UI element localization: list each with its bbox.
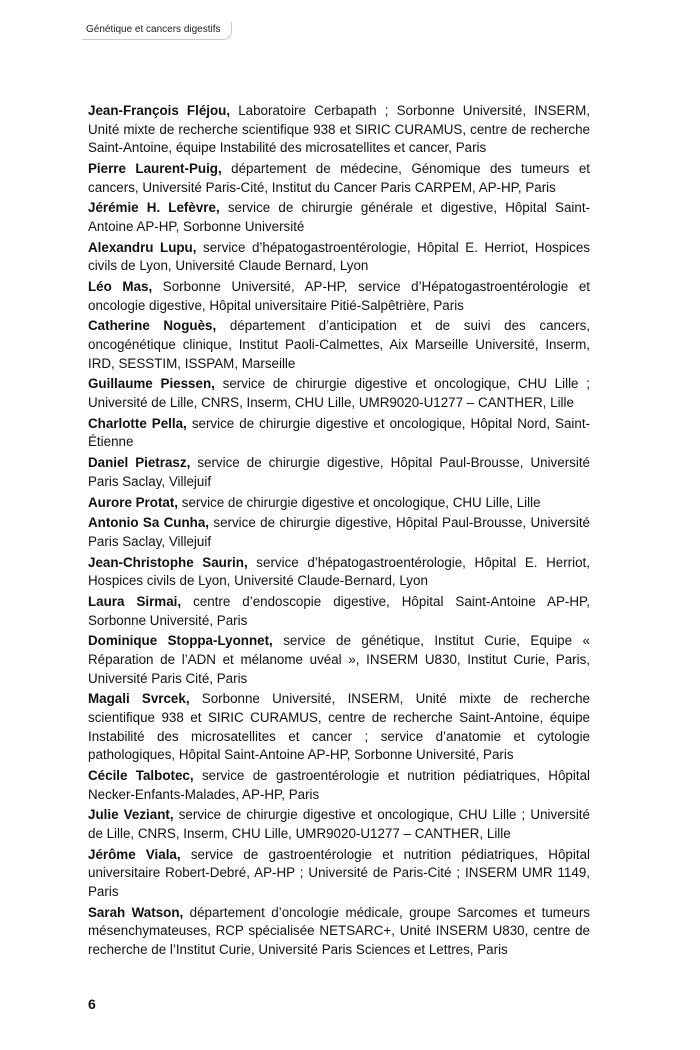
running-head: Génétique et cancers digestifs <box>82 22 232 40</box>
contributor-name: Guillaume Piessen, <box>88 376 215 392</box>
contributor-affiliation: département d’oncologie médicale, groupe Sarcomes et tumeurs mésenchymateuses, RCP spécialisée NETSARC+, Unité INSERM U830, centre de recherche de l’Institut Curie, Université Paris Sciences et Lettres, Paris <box>88 904 590 957</box>
contributor-affiliation: département d’anticipation et de suivi des cancers, oncogénétique clinique, Institut Paoli-Calmettes, Aix Marseille Université, Inserm, IRD, SESSTIM, ISSPAM, Marseille <box>88 318 590 371</box>
contributor-name: Dominique Stoppa-Lyonnet, <box>88 633 273 649</box>
contributor-affiliation: service de chirurgie digestive, Hôpital Paul-Brousse, Université Paris Saclay, Villejuif <box>88 515 590 549</box>
contributor-name: Magali Svrcek, <box>88 691 190 707</box>
contributor-name: Laura Sirmai, <box>88 594 182 610</box>
contributor-entry <box>88 454 590 491</box>
contributor-affiliation: service de chirurgie digestive, Hôpital Paul-Brousse, Université Paris Saclay, Villejuif <box>88 455 590 489</box>
contributor-entry <box>88 494 590 513</box>
contributor-entry <box>88 375 590 412</box>
contributor-affiliation: service d’hépatogastroentérologie, Hôpital E. Herriot, Hospices civils de Lyon, Université Claude-Bernard, Lyon <box>88 554 590 589</box>
contributor-list <box>88 102 590 962</box>
contributor-name: Charlotte Pella, <box>88 415 187 431</box>
contributor-name: Catherine Noguès, <box>88 318 217 334</box>
contributor-entry <box>88 593 590 630</box>
contributor-entry <box>88 690 590 764</box>
contributor-entry <box>88 317 590 373</box>
contributor-name: Jean-François Fléjou, <box>88 103 231 118</box>
contributor-name: Alexandru Lupu, <box>88 239 197 255</box>
contributor-affiliation: département de médecine, Génomique des tumeurs et cancers, Université Paris-Cité, Institut du Cancer Paris CARPEM, AP-HP, Paris <box>88 160 590 195</box>
contributor-name: Cécile Talbotec, <box>88 768 194 783</box>
contributor-entry <box>88 239 590 276</box>
contributor-affiliation: service de chirurgie digestive et oncologique, CHU Lille, Lille <box>181 494 541 510</box>
contributor-affiliation: service de chirurgie digestive et oncologique, Hôpital Nord, Saint-Étienne <box>88 415 590 450</box>
contributor-name: Jérémie H. Lefèvre, <box>88 200 220 216</box>
page-number: 6 <box>88 996 96 1012</box>
contributor-entry <box>88 199 590 236</box>
contributor-entry <box>88 632 590 688</box>
contributor-entry <box>88 806 590 843</box>
contributor-affiliation: centre d’endoscopie digestive, Hôpital Saint-Antoine AP-HP, Sorbonne Université, Paris <box>88 594 590 628</box>
contributor-name: Pierre Laurent-Puig, <box>88 160 222 176</box>
contributor-name: Aurore Protat, <box>88 494 179 510</box>
contributor-entry <box>88 554 590 591</box>
contributor-affiliation: service de gastroentérologie et nutrition pédiatriques, Hôpital Necker-Enfants-Malades, AP-HP, Paris <box>88 768 590 802</box>
contributor-affiliation: Laboratoire Cerbapath ; Sorbonne Université, INSERM, Unité mixte de recherche scientifique 938 et SIRIC CURAMUS, centre de recherche Saint-Antoine, équipe Instabilité des microsatellites et cancer, Paris <box>88 103 590 156</box>
contributor-entry <box>88 415 590 452</box>
contributor-affiliation: service de chirurgie digestive et oncologique, CHU Lille ; Université de Lille, CNRS, Inserm, CHU Lille, UMR9020-U1277 – CANTHER, Lille <box>88 807 590 841</box>
contributor-name: Julie Veziant, <box>88 807 174 823</box>
contributor-affiliation: service de chirurgie digestive et oncologique, CHU Lille ; Université de Lille, CNRS, Inserm, CHU Lille, UMR9020-U1277 – CANTHER, Lille <box>88 376 590 411</box>
contributor-entry <box>88 160 590 197</box>
contributor-name: Jean-Christophe Saurin, <box>88 554 248 570</box>
contributor-entry <box>88 846 590 902</box>
contributor-name: Léo Mas, <box>88 279 153 295</box>
contributor-entry <box>88 102 590 158</box>
contributor-name: Antonio Sa Cunha, <box>88 515 210 531</box>
contributor-name: Daniel Pietrasz, <box>88 455 191 471</box>
contributor-entry <box>88 767 590 804</box>
contributor-affiliation: Sorbonne Université, INSERM, Unité mixte de recherche scientifique 938 et SIRIC CURAMUS, centre de recherche Saint-Antoine, équipe Instabilité des microsatellites et cancer ; service d’anatomie et cytologie pathologiques, Hôpital Saint-Antoine AP-HP, Sorbonne Université, Paris <box>88 691 590 763</box>
contributor-affiliation: Sorbonne Université, AP-HP, service d’Hépatogastroentérologie et oncologie digestive, Hôpital universitaire Pitié-Salpêtrière, Paris <box>88 279 590 313</box>
contributor-affiliation: service d’hépatogastroentérologie, Hôpital E. Herriot, Hospices civils de Lyon, Université Claude Bernard, Lyon <box>88 239 590 274</box>
contributor-entry <box>88 514 590 551</box>
contributor-affiliation: service de gastroentérologie et nutrition pédiatriques, Hôpital universitaire Robert-Debré, AP-HP ; Université de Paris-Cité ; INSERM UMR 1149, Paris <box>88 846 590 899</box>
contributor-affiliation: service de chirurgie générale et digestive, Hôpital Saint-Antoine AP-HP, Sorbonne Université <box>88 200 590 234</box>
contributor-name: Sarah Watson, <box>88 904 184 920</box>
contributor-entry <box>88 278 590 315</box>
contributor-entry <box>88 904 590 960</box>
contributor-affiliation: service de génétique, Institut Curie, Equipe « Réparation de l’ADN et mélanome uvéal », INSERM U830, Institut Curie, Paris, Université Paris Cité, Paris <box>88 633 590 686</box>
contributor-name: Jérôme Viala, <box>88 846 181 862</box>
